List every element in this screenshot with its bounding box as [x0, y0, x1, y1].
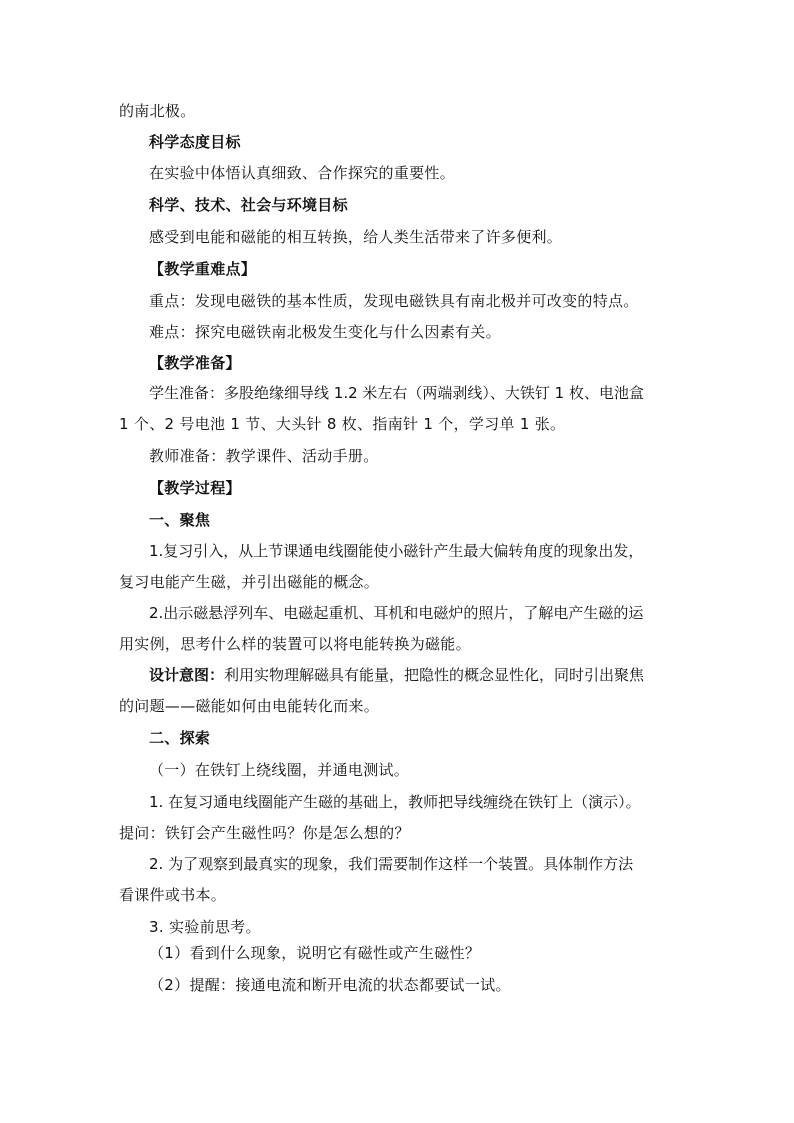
- paragraph-line: 重点：发现电磁铁的基本性质，发现电磁铁具有南北极并可改变的特点。: [149, 292, 639, 310]
- design-intent-paragraph: [149, 665, 644, 685]
- section-heading-explore: 二、探索: [149, 729, 211, 747]
- paragraph-line: 看课件或书本。: [119, 886, 227, 904]
- paragraph-line: 教师准备：教学课件、活动手册。: [149, 447, 379, 465]
- paragraph-line: 1 个、2 号电池 1 节、大头针 8 枚、指南针 1 个，学习单 1 张。: [119, 415, 566, 433]
- paragraph-line: 1.复习引入，从上节课通电线圈能使小磁针产生最大偏转角度的现象出发，: [149, 542, 644, 560]
- paragraph-line: （2）提醒：接通电流和断开电流的状态都要试一试。: [149, 976, 511, 994]
- paragraph-line: 复习电能产生磁，并引出磁能的概念。: [119, 573, 380, 591]
- paragraph-line: 学生准备：多股绝缘细导线 1.2 米左右（两端剥线）、大铁钉 1 枚、电池盒: [149, 384, 644, 402]
- design-intent-label: 设计意图：: [149, 666, 225, 684]
- subsection-heading: （一）在铁钉上绕线圈，并通电测试。: [149, 761, 410, 779]
- section-heading-focus: 一、聚焦: [149, 511, 211, 529]
- paragraph-line: 感受到电能和磁能的相互转换，给人类生活带来了许多便利。: [149, 228, 563, 246]
- section-heading-key-points: 【教学重难点】: [149, 260, 257, 278]
- paragraph-line: 3. 实验前思考。: [149, 918, 261, 936]
- section-heading-process: 【教学过程】: [149, 479, 241, 497]
- section-heading-sts: 科学、技术、社会与环境目标: [149, 196, 348, 214]
- paragraph-line: 2.出示磁悬浮列车、电磁起重机、耳机和电磁炉的照片，了解电产生磁的运: [149, 604, 644, 622]
- paragraph-line: 的问题——磁能如何由电能转化而来。: [119, 697, 380, 715]
- paragraph-line: 1. 在复习通电线圈能产生磁的基础上，教师把导线缠绕在铁钉上（演示）。: [149, 793, 641, 811]
- paragraph-line: 用实例，思考什么样的装置可以将电能转换为磁能。: [119, 635, 471, 653]
- paragraph-line: 提问：铁钉会产生磁性吗？你是怎么想的？: [119, 824, 410, 842]
- section-heading-attitude: 科学态度目标: [149, 133, 241, 151]
- paragraph-line: 2. 为了观察到最真实的现象，我们需要制作这样一个装置。具体制作方法: [149, 855, 634, 873]
- paragraph-line: 难点：探究电磁铁南北极发生变化与什么因素有关。: [149, 323, 501, 341]
- paragraph-line: 在实验中体悟认真细致、合作探究的重要性。: [149, 164, 456, 182]
- section-heading-preparation: 【教学准备】: [149, 354, 241, 372]
- paragraph-line: 的南北极。: [119, 102, 196, 120]
- paragraph-line: （1）看到什么现象，说明它有磁性或产生磁性？: [149, 944, 481, 962]
- design-intent-text: 利用实物理解磁具有能量，把隐性的概念显性化，同时引出聚焦: [224, 666, 645, 684]
